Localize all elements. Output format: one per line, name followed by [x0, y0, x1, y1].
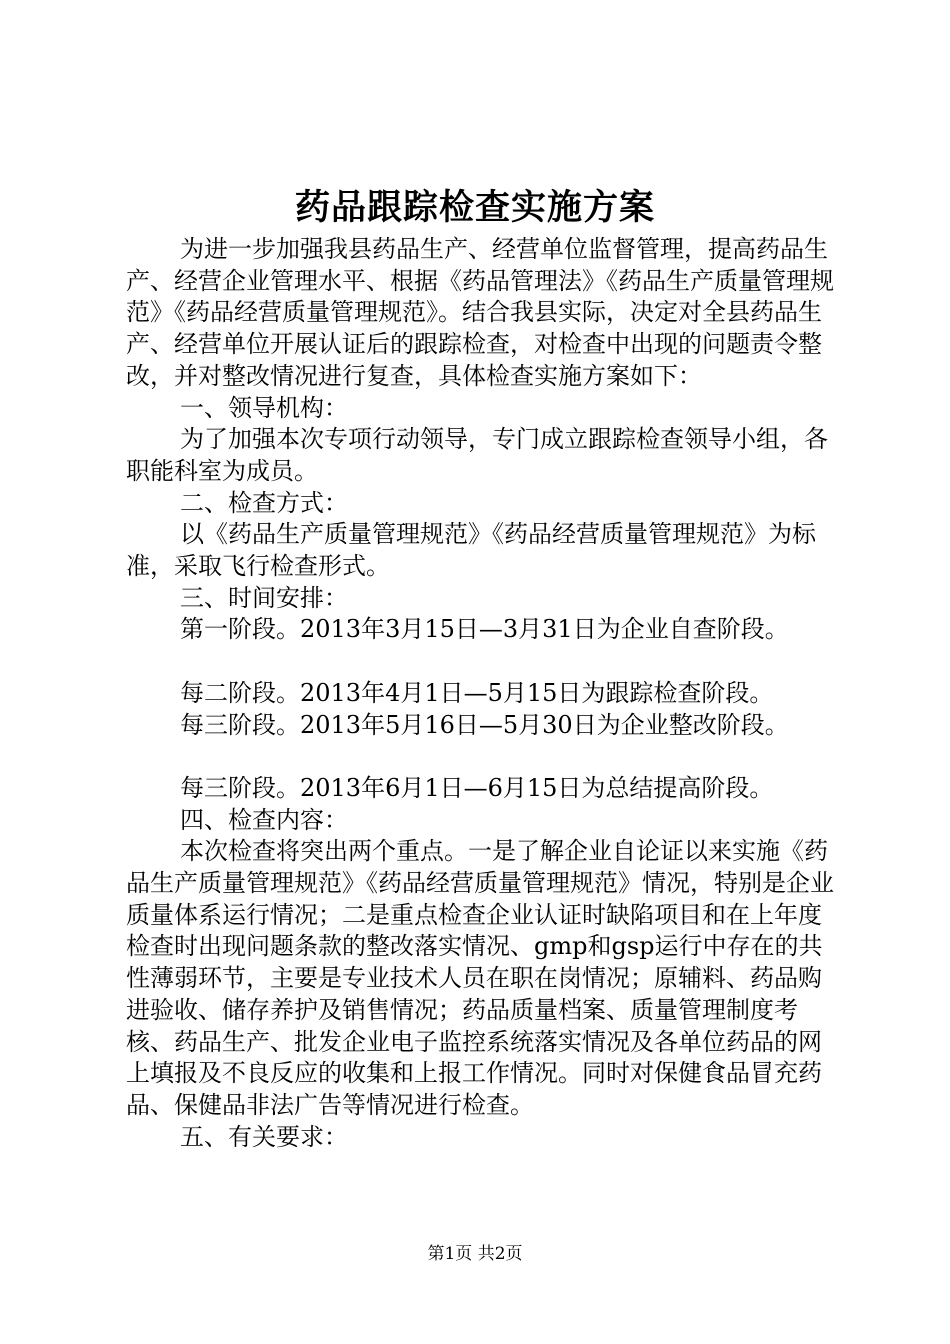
- schedule-phase-1: 第一阶段。2013年3月15日—3月31日为企业自查阶段。: [180, 615, 789, 644]
- section-heading-method: 二、检查方式：: [180, 488, 348, 517]
- document-title: 药品跟踪检查实施方案: [294, 187, 655, 228]
- document-body: [126, 234, 838, 1153]
- schedule-phase-4: 每三阶段。2013年6月1日—6月15日为总结提高阶段。: [180, 773, 774, 802]
- leadership-paragraph: 为了加强本次专项行动领导，专门成立跟踪检查领导小组，各职能科室为成员。: [126, 425, 828, 485]
- intro-paragraph: 为进一步加强我县药品生产、经营单位监督管理，提高药品生产、经营企业管理水平、根据《药品管理法》《药品生产质量管理规范》《药品经营质量管理规范》。结合我县实际，决定对全县药品生产、经营单位开展认证后的跟踪检查，对检查中出现的问题责令整改，并对整改情况进行复查，具体检查实施方案如下：: [126, 235, 834, 390]
- page-footer: 第1页 共2页: [427, 1244, 523, 1264]
- section-heading-content: 四、检查内容：: [180, 805, 348, 834]
- section-heading-leadership: 一、领导机构：: [180, 393, 348, 422]
- section-heading-requirements: 五、有关要求：: [180, 1122, 348, 1151]
- section-heading-schedule: 三、时间安排：: [180, 583, 348, 612]
- schedule-phase-2: 每二阶段。2013年4月1日—5月15日为跟踪检查阶段。: [180, 678, 774, 707]
- schedule-phase-3: 每三阶段。2013年5月16日—5月30日为企业整改阶段。: [180, 710, 789, 739]
- content-paragraph: 本次检查将突出两个重点。一是了解企业自论证以来实施《药品生产质量管理规范》《药品经营质量管理规范》情况，特别是企业质量体系运行情况；二是重点检查企业认证时缺陷项目和在上年度检查时出现问题条款的整改落实情况、gmp和gsp运行中存在的共性薄弱环节，主要是专业技术人员在职在岗情况；原辅料、药品购进验收、储存养护及销售情况；药品质量档案、质量管理制度考核、药品生产、批发企业电子监控系统落实情况及各单位药品的网上填报及不良反应的收集和上报工作情况。同时对保健食品冒充药品、保健品非法广告等情况进行检查。: [126, 837, 834, 1119]
- method-paragraph: 以《药品生产质量管理规范》《药品经营质量管理规范》为标准，采取飞行检查形式。: [126, 520, 816, 581]
